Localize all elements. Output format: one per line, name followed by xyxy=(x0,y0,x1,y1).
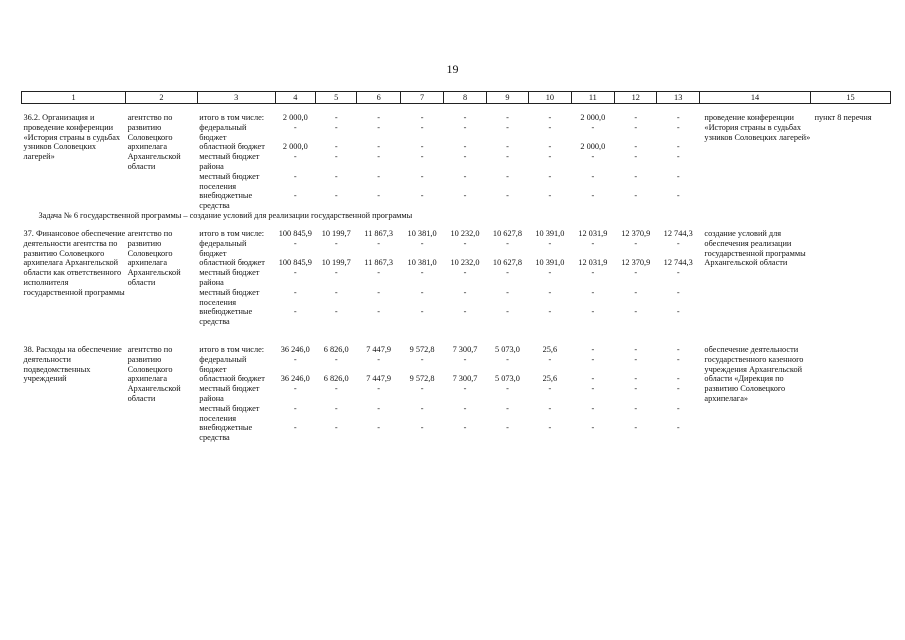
funding-source: итого в том числе: xyxy=(199,228,265,238)
amount-cell: - xyxy=(463,268,467,278)
spacer-cell xyxy=(22,104,891,114)
executor: агентство по развитию Соловецкого архипелага Архангельской области xyxy=(127,228,181,287)
amount-cell: - xyxy=(377,354,381,364)
amount-cell: - xyxy=(676,268,680,278)
funding-source: местный бюджет района xyxy=(199,152,260,171)
amount-cell: - xyxy=(420,307,424,317)
amount-cell: - xyxy=(293,307,297,317)
amount-cell: - xyxy=(548,268,552,278)
amount-cell: - xyxy=(334,287,338,297)
amount-cell: - xyxy=(634,354,638,364)
amount-cell: - xyxy=(676,423,680,433)
amount-cell: - xyxy=(463,307,467,317)
amount-cell: - xyxy=(334,268,338,278)
amount-cell: - xyxy=(548,423,552,433)
amount-cell: 10 391,0 xyxy=(535,258,565,268)
amount-cell: 7 300,7 xyxy=(452,344,478,354)
amount-cell: - xyxy=(377,287,381,297)
table-row xyxy=(22,345,891,355)
amount-cell: 10 232,0 xyxy=(450,258,480,268)
amount-cell: - xyxy=(463,287,467,297)
funding-source: местный бюджет поселения xyxy=(199,287,260,307)
amount-cell: - xyxy=(506,238,509,248)
funding-source: местный бюджет поселения xyxy=(199,171,260,191)
column-header: 15 xyxy=(811,92,891,104)
amount-cell: - xyxy=(420,354,424,364)
column-header: 5 xyxy=(316,92,357,104)
amount-cell: - xyxy=(420,423,424,433)
amount-cell: - xyxy=(676,403,680,413)
amount-cell: - xyxy=(420,238,424,248)
amount-cell: - xyxy=(293,191,297,201)
amount-cell: - xyxy=(463,113,467,122)
amount-cell: - xyxy=(591,307,595,317)
amount-cell: - xyxy=(420,384,424,394)
header-row xyxy=(22,92,891,104)
amount-cell: 5 073,0 xyxy=(495,374,520,384)
amount-cell: 7 447,9 xyxy=(366,344,392,354)
amount-cell: - xyxy=(676,307,680,317)
amount-cell: 2 000,0 xyxy=(282,142,308,152)
amount-cell: 5 073,0 xyxy=(495,344,520,354)
funding-source: внебюджетные средства xyxy=(199,191,253,211)
amount-cell: - xyxy=(463,152,467,162)
amount-cell: - xyxy=(548,152,552,162)
amount-cell: - xyxy=(591,191,595,201)
amount-cell: - xyxy=(463,354,467,364)
amount-cell: - xyxy=(548,307,552,317)
amount-cell: 7 300,7 xyxy=(452,374,478,384)
column-header: 9 xyxy=(486,92,528,104)
amount-cell: - xyxy=(506,268,509,278)
amount-cell: - xyxy=(420,171,424,181)
amount-cell: - xyxy=(377,268,381,278)
amount-cell: - xyxy=(293,287,297,297)
amount-cell: - xyxy=(634,307,638,317)
amount-cell: - xyxy=(293,384,297,394)
amount-cell: - xyxy=(634,142,638,152)
amount-cell: - xyxy=(334,152,338,162)
amount-cell: - xyxy=(506,191,509,201)
amount-cell: - xyxy=(463,122,467,132)
measure-name: 37. Финансовое обеспечение деятельности агентства по развитию Соловецкого архипелага Архангельской области как ответственного исполнителя государственной программы xyxy=(23,228,126,297)
amount-cell: - xyxy=(377,307,381,317)
amount-cell: 7 447,9 xyxy=(366,374,392,384)
task-heading: Задача № 6 государственной программы – создание условий для реализации государственной программы xyxy=(38,210,413,220)
amount-cell: - xyxy=(506,384,509,394)
reference: пункт 8 перечня xyxy=(814,113,872,122)
amount-cell: 36 246,0 xyxy=(280,374,310,384)
amount-cell: 12 370,9 xyxy=(621,228,651,238)
amount-cell: - xyxy=(591,423,595,433)
amount-cell: - xyxy=(591,287,595,297)
funding-source: областной бюджет xyxy=(199,142,265,152)
amount-cell: 11 867,3 xyxy=(364,258,393,268)
amount-cell: - xyxy=(334,354,338,364)
amount-cell: - xyxy=(506,287,509,297)
amount-cell: 12 744,3 xyxy=(663,228,693,238)
amount-cell: - xyxy=(463,423,467,433)
amount-cell: - xyxy=(377,238,381,248)
amount-cell: - xyxy=(334,191,338,201)
amount-cell: - xyxy=(506,171,509,181)
table-row xyxy=(22,229,891,239)
amount-cell: - xyxy=(634,344,638,354)
amount-cell: - xyxy=(634,113,638,122)
amount-cell: - xyxy=(591,122,595,132)
amount-cell: - xyxy=(634,268,638,278)
funding-source: внебюджетные средства xyxy=(199,307,253,327)
funding-source: федеральный бюджет xyxy=(199,354,247,374)
amount-cell: - xyxy=(676,191,680,201)
table-row xyxy=(22,113,891,123)
column-header: 6 xyxy=(357,92,400,104)
amount-cell: - xyxy=(420,287,424,297)
column-header: 11 xyxy=(571,92,614,104)
amount-cell: - xyxy=(463,191,467,201)
column-header: 10 xyxy=(529,92,571,104)
amount-cell: - xyxy=(676,374,680,384)
page-number: 19 xyxy=(446,62,459,76)
amount-cell: - xyxy=(334,384,338,394)
amount-cell: - xyxy=(293,122,297,132)
amount-cell: - xyxy=(377,113,381,122)
amount-cell: - xyxy=(334,113,338,122)
amount-cell: - xyxy=(548,191,552,201)
amount-cell: - xyxy=(506,113,509,122)
reference xyxy=(811,345,891,443)
amount-cell: - xyxy=(334,238,338,248)
amount-cell: - xyxy=(591,374,595,384)
funding-source: областной бюджет xyxy=(199,374,265,384)
task-row xyxy=(22,211,891,229)
amount-cell: - xyxy=(293,403,297,413)
amount-cell: - xyxy=(591,152,595,162)
spacer-cell xyxy=(22,327,891,345)
amount-cell: 25,6 xyxy=(542,344,558,354)
amount-cell: - xyxy=(591,171,595,181)
amount-cell: - xyxy=(548,113,552,122)
amount-cell: 25,6 xyxy=(542,374,558,384)
amount-cell: - xyxy=(548,403,552,413)
expected-result: создание условий для обеспечения реализации государственной программы Архангельской области xyxy=(704,228,806,268)
amount-cell: - xyxy=(676,152,680,162)
amount-cell: - xyxy=(634,152,638,162)
budget-table xyxy=(21,91,891,443)
amount-cell: 36 246,0 xyxy=(280,344,310,354)
amount-cell: - xyxy=(548,122,552,132)
amount-cell: - xyxy=(634,384,638,394)
column-header: 12 xyxy=(615,92,657,104)
funding-source: итого в том числе: xyxy=(199,344,265,354)
amount-cell: - xyxy=(377,423,381,433)
amount-cell: - xyxy=(293,171,297,181)
amount-cell: - xyxy=(634,238,638,248)
amount-cell: - xyxy=(377,122,381,132)
amount-cell: - xyxy=(548,354,552,364)
amount-cell: - xyxy=(506,354,509,364)
amount-cell: - xyxy=(463,142,467,152)
amount-cell: 12 031,9 xyxy=(578,258,608,268)
amount-cell: - xyxy=(506,152,509,162)
amount-cell: - xyxy=(420,268,424,278)
amount-cell: 10 381,0 xyxy=(407,258,437,268)
amount-cell: 9 572,8 xyxy=(409,374,435,384)
expected-result: обеспечение деятельности государственного казенного учреждения Архангельской области «Дирекция по развитию Соловецкого архипелага» xyxy=(704,344,804,403)
amount-cell: - xyxy=(420,152,424,162)
amount-cell: - xyxy=(293,152,297,162)
amount-cell: - xyxy=(506,142,509,152)
amount-cell: - xyxy=(591,403,595,413)
amount-cell: - xyxy=(463,238,467,248)
amount-cell: - xyxy=(548,142,552,152)
amount-cell: - xyxy=(676,344,680,354)
amount-cell: 2 000,0 xyxy=(580,113,606,122)
amount-cell: 10 391,0 xyxy=(535,228,565,238)
amount-cell: - xyxy=(293,268,297,278)
amount-cell: 11 867,3 xyxy=(364,228,393,238)
funding-source: местный бюджет района xyxy=(199,384,260,403)
spacer-row xyxy=(22,327,891,345)
amount-cell: 9 572,8 xyxy=(409,344,435,354)
amount-cell: - xyxy=(591,384,595,394)
amount-cell: - xyxy=(548,238,552,248)
amount-cell: - xyxy=(334,171,338,181)
amount-cell: - xyxy=(676,122,680,132)
amount-cell: - xyxy=(420,142,424,152)
amount-cell: - xyxy=(420,191,424,201)
amount-cell: - xyxy=(463,171,467,181)
reference xyxy=(811,229,891,327)
amount-cell: - xyxy=(676,238,680,248)
amount-cell: 12 744,3 xyxy=(663,258,693,268)
amount-cell: - xyxy=(506,122,509,132)
amount-cell: - xyxy=(377,152,381,162)
amount-cell: - xyxy=(293,354,297,364)
amount-cell: 10 199,7 xyxy=(321,228,351,238)
column-header: 8 xyxy=(444,92,486,104)
measure-name: 36.2. Организация и проведение конференции «История страны в судьбах узников Соловецких лагерей» xyxy=(23,113,121,162)
amount-cell: 12 370,9 xyxy=(621,258,651,268)
amount-cell: - xyxy=(634,171,638,181)
amount-cell: - xyxy=(463,384,467,394)
amount-cell: - xyxy=(377,171,381,181)
funding-source: внебюджетные средства xyxy=(199,423,253,443)
funding-source: местный бюджет поселения xyxy=(199,403,260,423)
amount-cell: - xyxy=(676,384,680,394)
amount-cell: - xyxy=(293,238,297,248)
column-header: 1 xyxy=(22,92,126,104)
spacer-row xyxy=(22,104,891,114)
amount-cell: - xyxy=(334,403,338,413)
amount-cell: 10 627,8 xyxy=(492,228,522,238)
amount-cell: - xyxy=(334,307,338,317)
column-header: 7 xyxy=(400,92,443,104)
amount-cell: - xyxy=(548,384,552,394)
amount-cell: - xyxy=(334,423,338,433)
amount-cell: - xyxy=(676,354,680,364)
amount-cell: - xyxy=(377,384,381,394)
amount-cell: - xyxy=(634,122,638,132)
amount-cell: - xyxy=(676,142,680,152)
funding-source: областной бюджет xyxy=(199,258,265,268)
funding-source: федеральный бюджет xyxy=(199,122,247,142)
amount-cell: 12 031,9 xyxy=(578,228,608,238)
amount-cell: - xyxy=(506,307,509,317)
amount-cell: 100 845,9 xyxy=(278,228,312,238)
amount-cell: 10 199,7 xyxy=(321,258,351,268)
amount-cell: - xyxy=(293,423,297,433)
amount-cell: 6 826,0 xyxy=(323,344,349,354)
amount-cell: - xyxy=(548,171,552,181)
amount-cell: 2 000,0 xyxy=(282,113,308,122)
amount-cell: - xyxy=(334,122,338,132)
amount-cell: - xyxy=(548,287,552,297)
amount-cell: - xyxy=(634,287,638,297)
funding-source: федеральный бюджет xyxy=(199,238,247,258)
amount-cell: - xyxy=(591,238,595,248)
column-header: 3 xyxy=(197,92,275,104)
column-header: 4 xyxy=(275,92,315,104)
amount-cell: 2 000,0 xyxy=(580,142,606,152)
amount-cell: - xyxy=(634,191,638,201)
amount-cell: - xyxy=(420,122,424,132)
amount-cell: 100 845,9 xyxy=(278,258,312,268)
amount-cell: - xyxy=(377,142,381,152)
expected-result: проведение конференции «История страны в судьбах узников Соловецких лагерей» xyxy=(704,113,811,142)
amount-cell: - xyxy=(591,344,595,354)
amount-cell: - xyxy=(506,423,509,433)
amount-cell: - xyxy=(676,113,680,122)
amount-cell: - xyxy=(334,142,338,152)
amount-cell: - xyxy=(634,374,638,384)
amount-cell: - xyxy=(506,403,509,413)
amount-cell: - xyxy=(591,354,595,364)
amount-cell: - xyxy=(420,113,424,122)
amount-cell: 10 381,0 xyxy=(407,228,437,238)
executor: агентство по развитию Соловецкого архипелага Архангельской области xyxy=(127,113,181,171)
amount-cell: - xyxy=(377,403,381,413)
column-header: 14 xyxy=(699,92,810,104)
funding-source: местный бюджет района xyxy=(199,268,260,287)
amount-cell: - xyxy=(377,191,381,201)
column-header: 2 xyxy=(126,92,198,104)
executor: агентство по развитию Соловецкого архипелага Архангельской области xyxy=(127,344,181,403)
amount-cell: 10 627,8 xyxy=(492,258,522,268)
amount-cell: - xyxy=(420,403,424,413)
column-header: 13 xyxy=(657,92,699,104)
amount-cell: - xyxy=(634,403,638,413)
amount-cell: - xyxy=(463,403,467,413)
amount-cell: - xyxy=(634,423,638,433)
amount-cell: - xyxy=(676,171,680,181)
funding-source: итого в том числе: xyxy=(199,113,265,122)
amount-cell: 10 232,0 xyxy=(450,228,480,238)
amount-cell: - xyxy=(676,287,680,297)
measure-name: 38. Расходы на обеспечение деятельности подведомственных учреждений xyxy=(23,344,122,384)
amount-cell: 6 826,0 xyxy=(323,374,349,384)
amount-cell: - xyxy=(591,268,595,278)
